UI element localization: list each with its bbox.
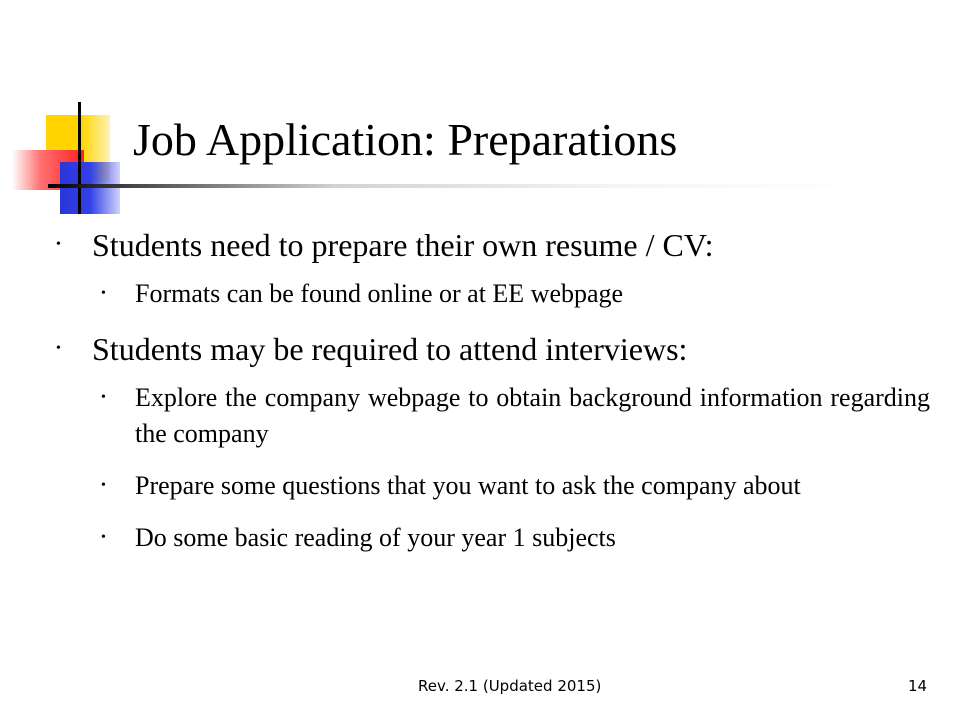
- sub-bullet-item: • Prepare some questions that you want to ask the company about: [101, 468, 930, 504]
- title-underline: [48, 184, 868, 188]
- blue-square-decoration: [60, 162, 120, 214]
- footer-revision: Rev. 2.1 (Updated 2015): [418, 677, 602, 695]
- slide-title: Job Application: Preparations: [133, 114, 678, 165]
- sub-bullet-item: • Formats can be found online or at EE webpage: [101, 276, 930, 312]
- bullet-list: [56, 224, 930, 572]
- page-number: 14: [908, 677, 928, 695]
- sub-bullet-item: • Explore the company webpage to obtain background information regarding the company: [101, 380, 930, 452]
- sub-bullet-item: • Do some basic reading of your year 1 subjects: [101, 520, 930, 556]
- bullet-item: • Students may be required to attend interviews:: [56, 328, 930, 370]
- bullet-item: • Students need to prepare their own resume / CV:: [56, 224, 930, 266]
- vertical-line-decoration: [78, 102, 81, 214]
